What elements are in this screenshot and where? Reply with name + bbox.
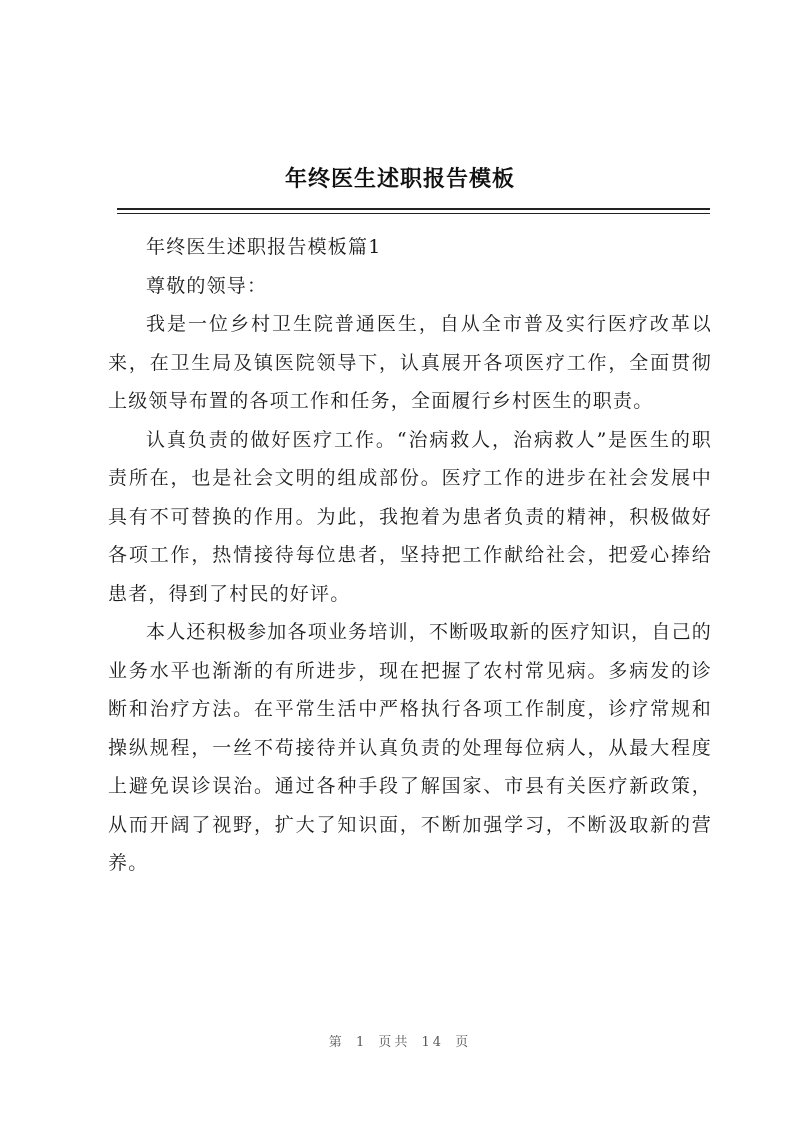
footer-total-pages: 14 <box>421 1035 445 1050</box>
salutation: 尊敬的领导： <box>146 274 268 297</box>
section-heading: 年终医生述职报告模板篇1 <box>146 236 382 258</box>
document-body <box>108 228 712 883</box>
footer-middle: 页共 <box>378 1035 411 1050</box>
document-title: 年终医生述职报告模板 <box>284 166 515 192</box>
title-divider-thin <box>117 213 710 214</box>
title-divider <box>117 208 710 210</box>
footer-current-page: 1 <box>355 1035 368 1050</box>
paragraph: 本人还积极参加各项业务培训，不断吸取新的医疗知识，自己的业务水平也渐渐的有所进步，现在把握了农村常见病。多病发的诊断和治疗方法。在平常生活中严格执行各项工作制度，诊疗常规和操纵规程，一丝不苟接待并认真负责的处理每位病人，从最大程度上避免误诊误治。通过各种手段了解国家、市县有关医疗新政策，从而开阔了视野，扩大了知识面，不断加强学习，不断汲取新的营养。 <box>108 621 712 874</box>
page-footer <box>0 1031 800 1050</box>
paragraph: 我是一位乡村卫生院普通医生，自从全市普及实行医疗改革以来，在卫生局及镇医院领导下，认真展开各项医疗工作，全面贯彻上级领导布置的各项工作和任务，全面履行乡村医生的职责。 <box>108 313 712 412</box>
footer-suffix: 页 <box>455 1035 472 1050</box>
paragraph: 认真负责的做好医疗工作。“治病救人，治病救人”是医生的职责所在，也是社会文明的组成部份。医疗工作的进步在社会发展中具有不可替换的作用。为此，我抱着为患者负责的精神，积极做好各项工作，热情接待每位患者，坚持把工作献给社会，把爱心捧给患者，得到了村民的好评。 <box>108 428 712 605</box>
footer-prefix: 第 <box>328 1035 345 1050</box>
